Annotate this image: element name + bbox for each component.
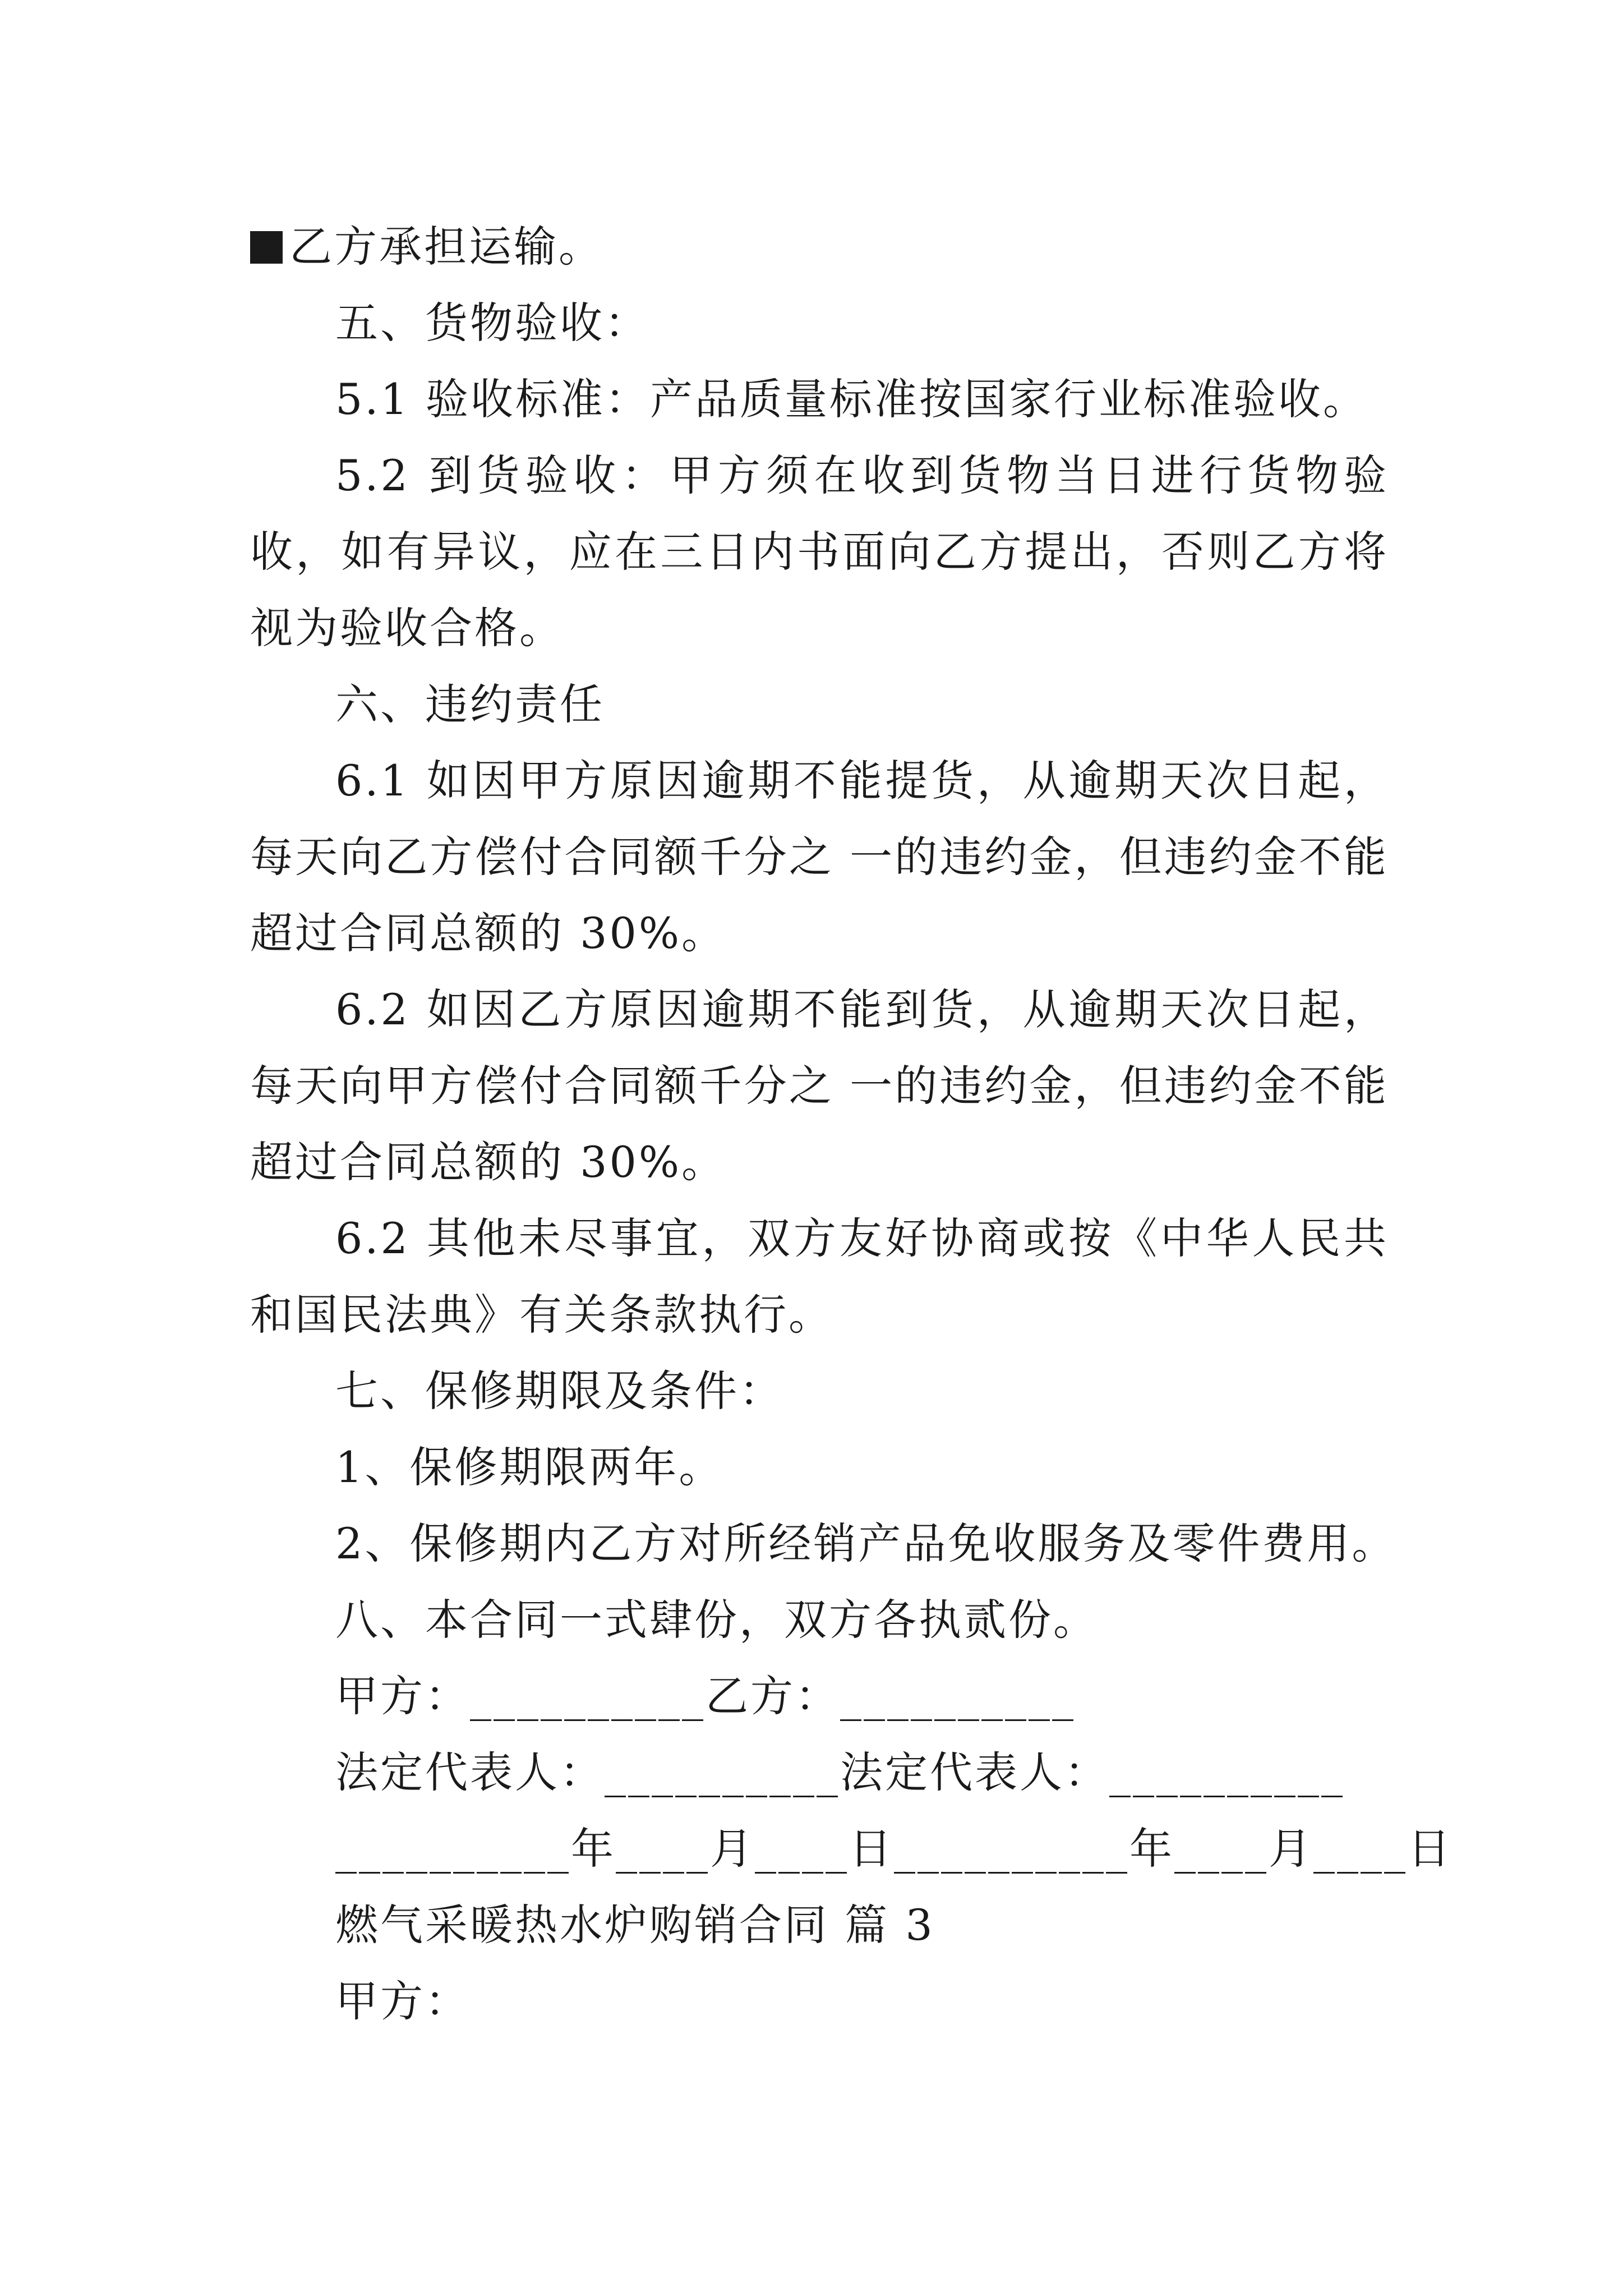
warranty-item-2: 2、保修期内乙方对所经销产品免收服务及零件费用。 (335, 1519, 1397, 1568)
legal-representative-line: 法定代表人：__________法定代表人：__________ (335, 1747, 1345, 1797)
clause-5-2: 5.2 到货验收：甲方须在收到货物当日进行货物验收，如有异议，应在三日内书面向乙方提出，否则乙方将视为验收合格。 (250, 450, 1389, 653)
section-5-heading: 五、货物验收： (335, 298, 649, 348)
party-signature-line: 甲方：__________乙方：__________ (335, 1671, 1076, 1721)
square-bullet-icon (250, 231, 283, 264)
section-8-line: 八、本合同一式肆份，双方各执贰份。 (335, 1595, 1098, 1645)
contract-3-title: 燃气采暖热水炉购销合同 篇 3 (335, 1900, 935, 1950)
clause-6-1: 6.1 如因甲方原因逾期不能提货，从逾期天次日起，每天向乙方偿付合同额千分之 一的违约金，但违约金不能超过合同总额的 30%。 (250, 756, 1389, 958)
clause-6-2-other: 6.2 其他未尽事宜，双方友好协商或按《中华人民共和国民法典》有关条款执行。 (250, 1213, 1389, 1340)
date-line: __________年____月____日__________年____月____日 (335, 1824, 1453, 1874)
section-7-heading: 七、保修期限及条件： (335, 1366, 784, 1416)
section-6-heading: 六、违约责任 (335, 679, 605, 729)
warranty-item-1: 1、保修期限两年。 (335, 1442, 724, 1492)
transport-line (250, 209, 1389, 285)
clause-6-2: 6.2 如因乙方原因逾期不能到货，从逾期天次日起，每天向甲方偿付合同额千分之 一的违约金，但违约金不能超过合同总额的 30%。 (250, 984, 1389, 1187)
clause-5-1: 5.1 验收标准：产品质量标准按国家行业标准验收。 (335, 374, 1368, 424)
party-a-label: 甲方： (335, 1976, 470, 2026)
document-body (250, 209, 1453, 2040)
transport-text: 乙方承担运输。 (289, 222, 603, 272)
